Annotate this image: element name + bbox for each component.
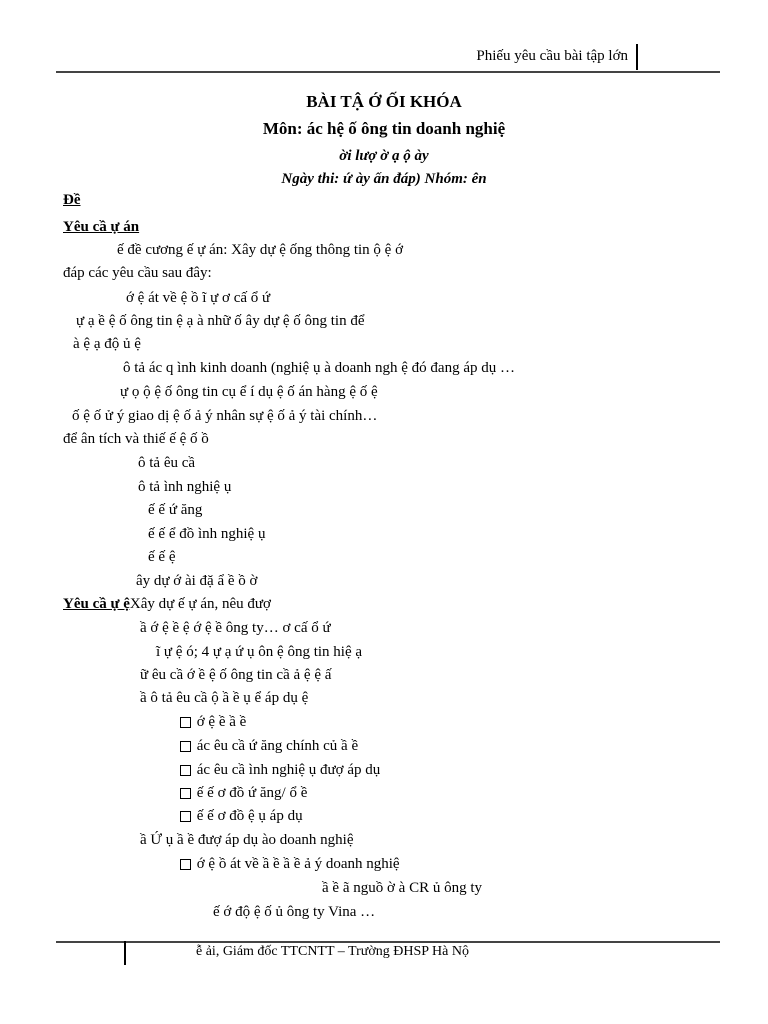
checklist-item [180, 856, 400, 873]
checklist-text: ớ ệ ề ầ ề [196, 714, 247, 730]
page-footer: ễ ải, Giám đốc TTCNTT – Trường ĐHSP Hà Nộ [196, 944, 469, 959]
doc-duration: ời lượ ờ ạ ộ ày [339, 148, 429, 164]
header-vertical-bar [636, 44, 638, 70]
checklist-item [180, 714, 246, 731]
text-line: ô tả ác q ình kinh doanh (nghiệ ụ à doanh ngh ệ đó đang áp dụ … [123, 360, 515, 376]
text-line: ĩ ự ệ ó; 4 ự ạ ứ ụ ôn ệ ông tin hiệ ạ [156, 644, 363, 660]
checkbox-icon [180, 717, 191, 728]
text-line: đáp các yêu cầu sau đây: [63, 265, 212, 281]
checklist-item [180, 785, 307, 802]
req2-text: Xây dự ế ự án, nêu đượ [129, 596, 271, 612]
text-line: ầ ô tả êu cầ ộ ầ ề ụ ể áp dụ ệ [140, 690, 309, 706]
req2-line [63, 596, 271, 613]
text-line: ầ ề ã nguồ ờ à CR ủ ông ty [322, 880, 482, 896]
doc-exam-date: Ngày thi: ứ ày ấn đáp) Nhóm: ên [281, 171, 487, 187]
footer-vertical-bar [124, 941, 126, 965]
text-line: ế ế ể đồ ình nghiệ ụ [148, 526, 266, 542]
text-line: ế đề cương ế ự án: Xây dự ệ ống thông tin ộ ệ ớ [117, 242, 404, 258]
text-line: ế ế ệ [148, 549, 176, 565]
section-de: Đề [63, 192, 81, 208]
checkbox-icon [180, 765, 191, 776]
text-line: để ân tích và thiế ế ệ ố ồ [63, 431, 209, 447]
text-line: ự ọ ộ ệ ố ông tin cụ ể í dụ ệ ố án hàng ệ ố ệ [120, 384, 378, 400]
doc-subject: Môn: ác hệ ố ông tin doanh nghiệ [262, 119, 506, 138]
checkbox-icon [180, 788, 191, 799]
text-line: ố ệ ố ử ý giao dị ệ ố ả ý nhân sự ệ ố ả ý tài chính… [72, 408, 378, 424]
checkbox-icon [180, 741, 191, 752]
text-line: ầ Ứ ụ ầ ề đượ áp dụ ào doanh nghiệ [140, 832, 354, 848]
text-line: ế ớ độ ệ ố ủ ông ty Vina … [213, 904, 376, 920]
checkbox-icon [180, 859, 191, 870]
text-line: ữ êu cầ ớ ề ệ ố ông tin cầ ả ệ ệ ấ [140, 667, 332, 683]
section-req1: Yêu cầ ự án [63, 219, 140, 235]
checklist-text: ế ế ơ đồ ứ ăng/ ổ ề [196, 785, 308, 801]
footer-rule [56, 941, 720, 943]
checklist-item [180, 762, 380, 779]
checklist-text: ác êu cầ ình nghiệ ụ đượ áp dụ [196, 762, 381, 778]
page-header: Phiếu yêu cầu bài tập lớn [476, 48, 628, 64]
text-line: ế ế ứ ăng [148, 502, 203, 518]
text-line: ô tả ình nghiệ ụ [138, 479, 232, 495]
doc-title: BÀI TẬ Ớ ỐI KHÓA [306, 92, 462, 111]
text-line: à ệ ạ độ ủ ệ [73, 336, 141, 352]
section-req2: Yêu cầ ự ệ [63, 596, 130, 612]
checklist-text: ớ ệ ồ át về ầ ề ầ ề ả ý doanh nghiệ [196, 856, 400, 872]
header-rule [56, 71, 720, 73]
checkbox-icon [180, 811, 191, 822]
text-line: ự ạ ề ệ ố ông tin ệ ạ à nhữ ố ây dự ệ ố ông tin để [76, 313, 365, 329]
checklist-item [180, 808, 303, 825]
checklist-text: ế ế ơ đồ ệ ụ áp dụ [196, 808, 303, 824]
checklist-text: ác êu cầ ứ ăng chính củ ầ ề [196, 738, 359, 754]
checklist-item [180, 738, 358, 755]
text-line: ô tả êu cầ [138, 455, 196, 471]
text-line: ớ ệ át về ệ ồ ĩ ự ơ cấ ổ ứ [126, 290, 271, 306]
text-line: ầ ớ ệ ề ệ ớ ệ ề ông ty… ơ cấ ổ ứ [140, 620, 331, 636]
text-line: ây dự ớ ài đặ ẩ ề ồ ờ [136, 573, 258, 589]
